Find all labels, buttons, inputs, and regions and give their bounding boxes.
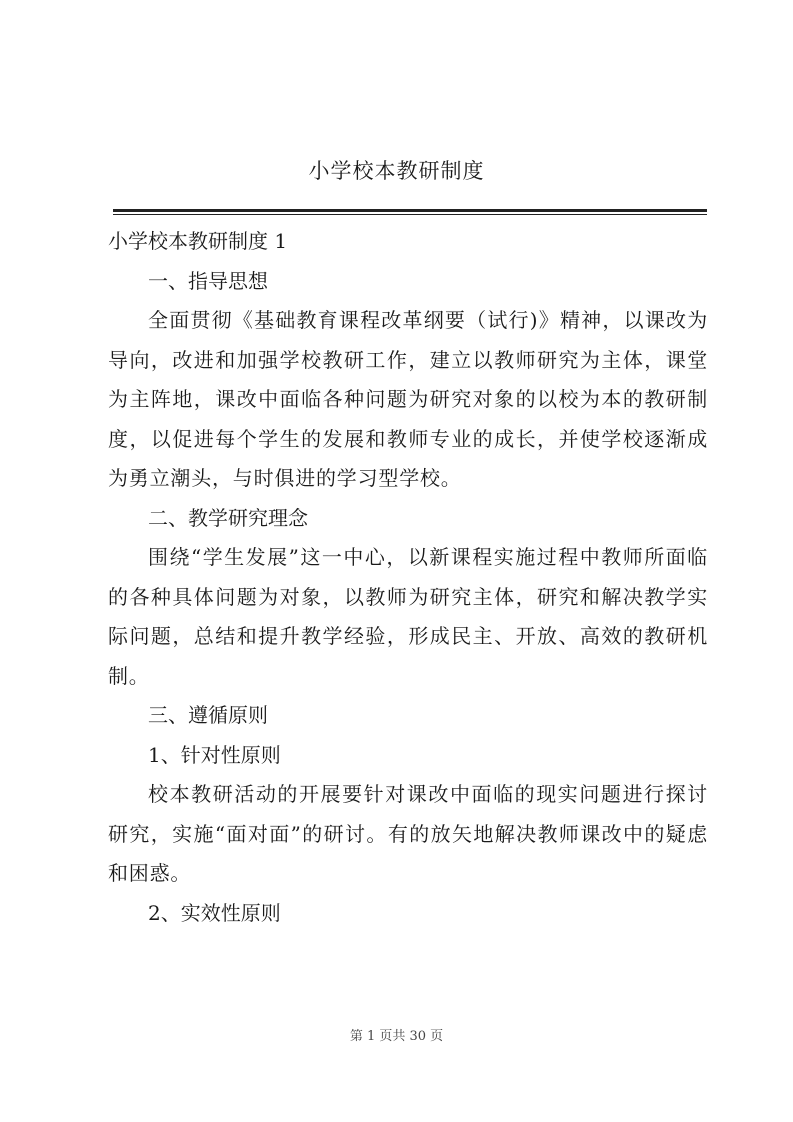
heading-guiding-ideology: 一、指导思想: [148, 268, 268, 293]
document-body: [108, 222, 708, 933]
heading-effectiveness-principle: 2、实效性原则: [148, 900, 281, 925]
section-heading: 小学校本教研制度 1: [108, 229, 288, 253]
header-divider-thick: [113, 209, 707, 212]
heading-research-concept: 二、教学研究理念: [148, 505, 308, 530]
page-number-footer: 第 1 页共 30 页: [349, 1029, 444, 1044]
paragraph-targeted-principle: 校本教研活动的开展要针对课改中面临的现实问题进行探讨研究，实施“面对面”的研讨。有的放矢地解决教师课改中的疑虑和困惑。: [108, 782, 708, 885]
heading-principles: 三、遵循原则: [148, 703, 268, 727]
heading-targeted-principle: 1、针对性原则: [148, 742, 281, 767]
paragraph-guiding-ideology: 全面贯彻《基础教育课程改革纲要（试行)》精神，以课改为导向，改进和加强学校教研工作，建立以教师研究为主体，课堂为主阵地，课改中面临各种问题为研究对象的以校为本的教研制度，以促进每个学生的发展和教师专业的成长，并使学校逐渐成为勇立潮头，与时俱进的学习型学校。: [108, 308, 708, 490]
header-divider-thin: [113, 214, 707, 215]
page-title: 小学校本教研制度: [308, 159, 485, 183]
paragraph-research-concept: 围绕“学生发展”这一中心，以新课程实施过程中教师所面临的各种具体问题为对象，以教师为研究主体，研究和解决教学实际问题，总结和提升教学经验，形成民主、开放、高效的教研机制。: [108, 545, 708, 688]
